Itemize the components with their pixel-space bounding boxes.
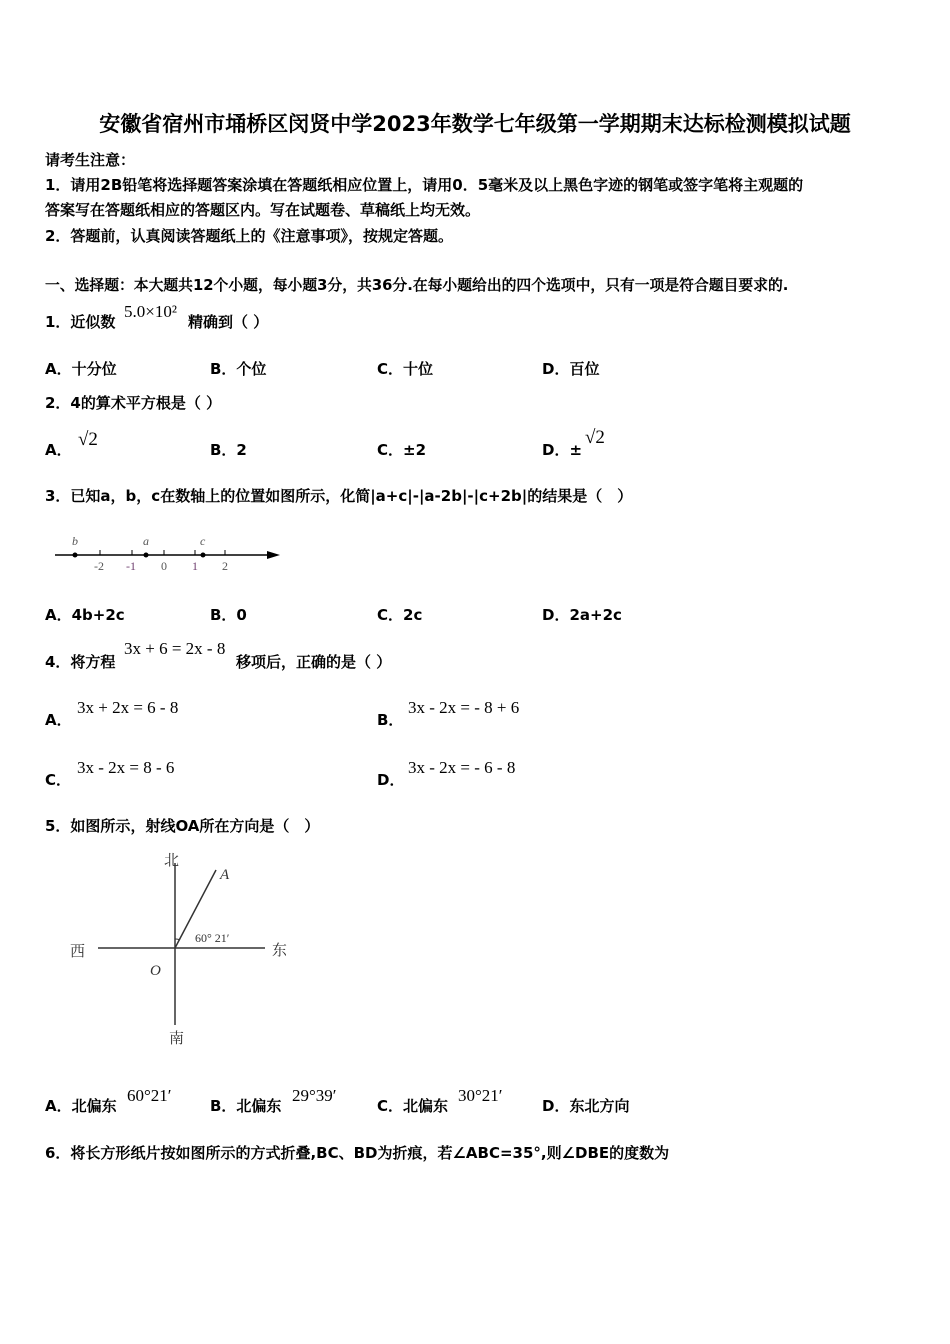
- tick-label: -2: [94, 559, 104, 573]
- label-west: 西: [70, 944, 86, 960]
- q2-option-c[interactable]: C．±2: [377, 441, 427, 459]
- angle-label: 60° 21′: [195, 931, 230, 945]
- q4-option-d[interactable]: D．: [377, 771, 405, 789]
- q3-option-b[interactable]: B．0: [210, 606, 247, 624]
- q5-option-d[interactable]: D．东北方向: [542, 1097, 630, 1115]
- q3-option-c[interactable]: C．2c: [377, 606, 423, 624]
- q4-math: 3x + 6 = 2x - 8: [124, 639, 226, 658]
- q5-option-a[interactable]: A．北偏东: [45, 1097, 117, 1115]
- q1-stem-post: 精确到（ ）: [188, 313, 269, 331]
- q1-option-a[interactable]: A．十分位: [45, 360, 117, 378]
- notice-line: 答案写在答题纸相应的答题区内。写在试题卷、草稿纸上均无效。: [45, 201, 481, 219]
- q4-math-a: 3x + 2x = 6 - 8: [77, 698, 179, 717]
- compass-figure: [60, 845, 300, 1055]
- page-title: 安徽省宿州市埇桥区闵贤中学2023年数学七年级第一学期期末达标检测模拟试题: [99, 112, 851, 136]
- tick-label: 2: [222, 559, 228, 573]
- label-south: 南: [169, 1031, 185, 1047]
- q5-math-a: 60°21′: [127, 1086, 172, 1105]
- label-b: b: [72, 534, 78, 548]
- q2-option-d[interactable]: D．±: [542, 441, 583, 459]
- notice-line: 1．请用2B铅笔将选择题答案涂填在答题纸相应位置上，请用0．5毫米及以上黑色字迹的钢笔或签字笔将主观题的: [45, 176, 804, 194]
- q1-option-d[interactable]: D．百位: [542, 360, 600, 378]
- notice-line: 2．答题前，认真阅读答题纸上的《注意事项》，按规定答题。: [45, 227, 453, 245]
- label-a: a: [143, 534, 149, 548]
- q1-stem-pre: 1．近似数: [45, 313, 116, 331]
- label-a: A: [220, 867, 230, 883]
- number-line-figure: [45, 528, 295, 578]
- point-b: [73, 553, 78, 558]
- point-c: [201, 553, 206, 558]
- arrow-icon: [267, 551, 280, 559]
- q4-math-b: 3x - 2x = - 8 + 6: [408, 698, 520, 717]
- q4-math-c: 3x - 2x = 8 - 6: [77, 758, 175, 777]
- section-heading: 一、选择题：本大题共12个小题，每小题3分，共36分.在每小题给出的四个选项中，只有一项是符合题目要求的.: [45, 277, 789, 294]
- q2-option-a[interactable]: A．: [45, 441, 72, 459]
- q2-stem: 2．4的算术平方根是（ ）: [45, 394, 222, 412]
- q2-math-d: √2: [585, 427, 605, 448]
- q5-option-c[interactable]: C．北偏东: [377, 1097, 449, 1115]
- q2-option-b[interactable]: B．2: [210, 441, 247, 459]
- q4-stem-pre: 4．将方程: [45, 653, 116, 671]
- q1-math: 5.0×10²: [124, 302, 177, 321]
- q3-option-d[interactable]: D．2a+2c: [542, 606, 622, 624]
- q1-option-c[interactable]: C．十位: [377, 360, 434, 378]
- q5-math-c: 30°21′: [458, 1086, 503, 1105]
- notice-heading: 请考生注意：: [45, 151, 136, 169]
- q2-math-a: √2: [78, 429, 98, 450]
- q6-stem: 6．将长方形纸片按如图所示的方式折叠,BC、BD为折痕，若∠ABC=35°,则∠DBE的度数为: [45, 1144, 670, 1162]
- tick-label: -1: [126, 559, 136, 573]
- tick-label: 0: [161, 559, 167, 573]
- q4-option-b[interactable]: B．: [377, 711, 404, 729]
- q3-option-a[interactable]: A．4b+2c: [45, 606, 125, 624]
- label-east: 东: [272, 943, 288, 959]
- q5-math-b: 29°39′: [292, 1086, 337, 1105]
- q3-stem: 3．已知a，b，c在数轴上的位置如图所示，化简|a+c|-|a-2b|-|c+2b|的结果是（ ）: [45, 487, 633, 505]
- q4-stem-post: 移项后，正确的是（ ）: [236, 653, 392, 671]
- q5-stem: 5．如图所示，射线OA所在方向是（ ）: [45, 817, 320, 835]
- q1-option-b[interactable]: B．个位: [210, 360, 267, 378]
- q4-math-d: 3x - 2x = - 6 - 8: [408, 758, 516, 777]
- label-c: c: [200, 534, 206, 548]
- tick-label: 1: [192, 559, 198, 573]
- q5-option-b[interactable]: B．北偏东: [210, 1097, 282, 1115]
- q4-option-a[interactable]: A．: [45, 711, 72, 729]
- label-north: 北: [164, 853, 180, 869]
- q4-option-c[interactable]: C．: [45, 771, 72, 789]
- point-a: [144, 553, 149, 558]
- label-o: O: [150, 963, 161, 979]
